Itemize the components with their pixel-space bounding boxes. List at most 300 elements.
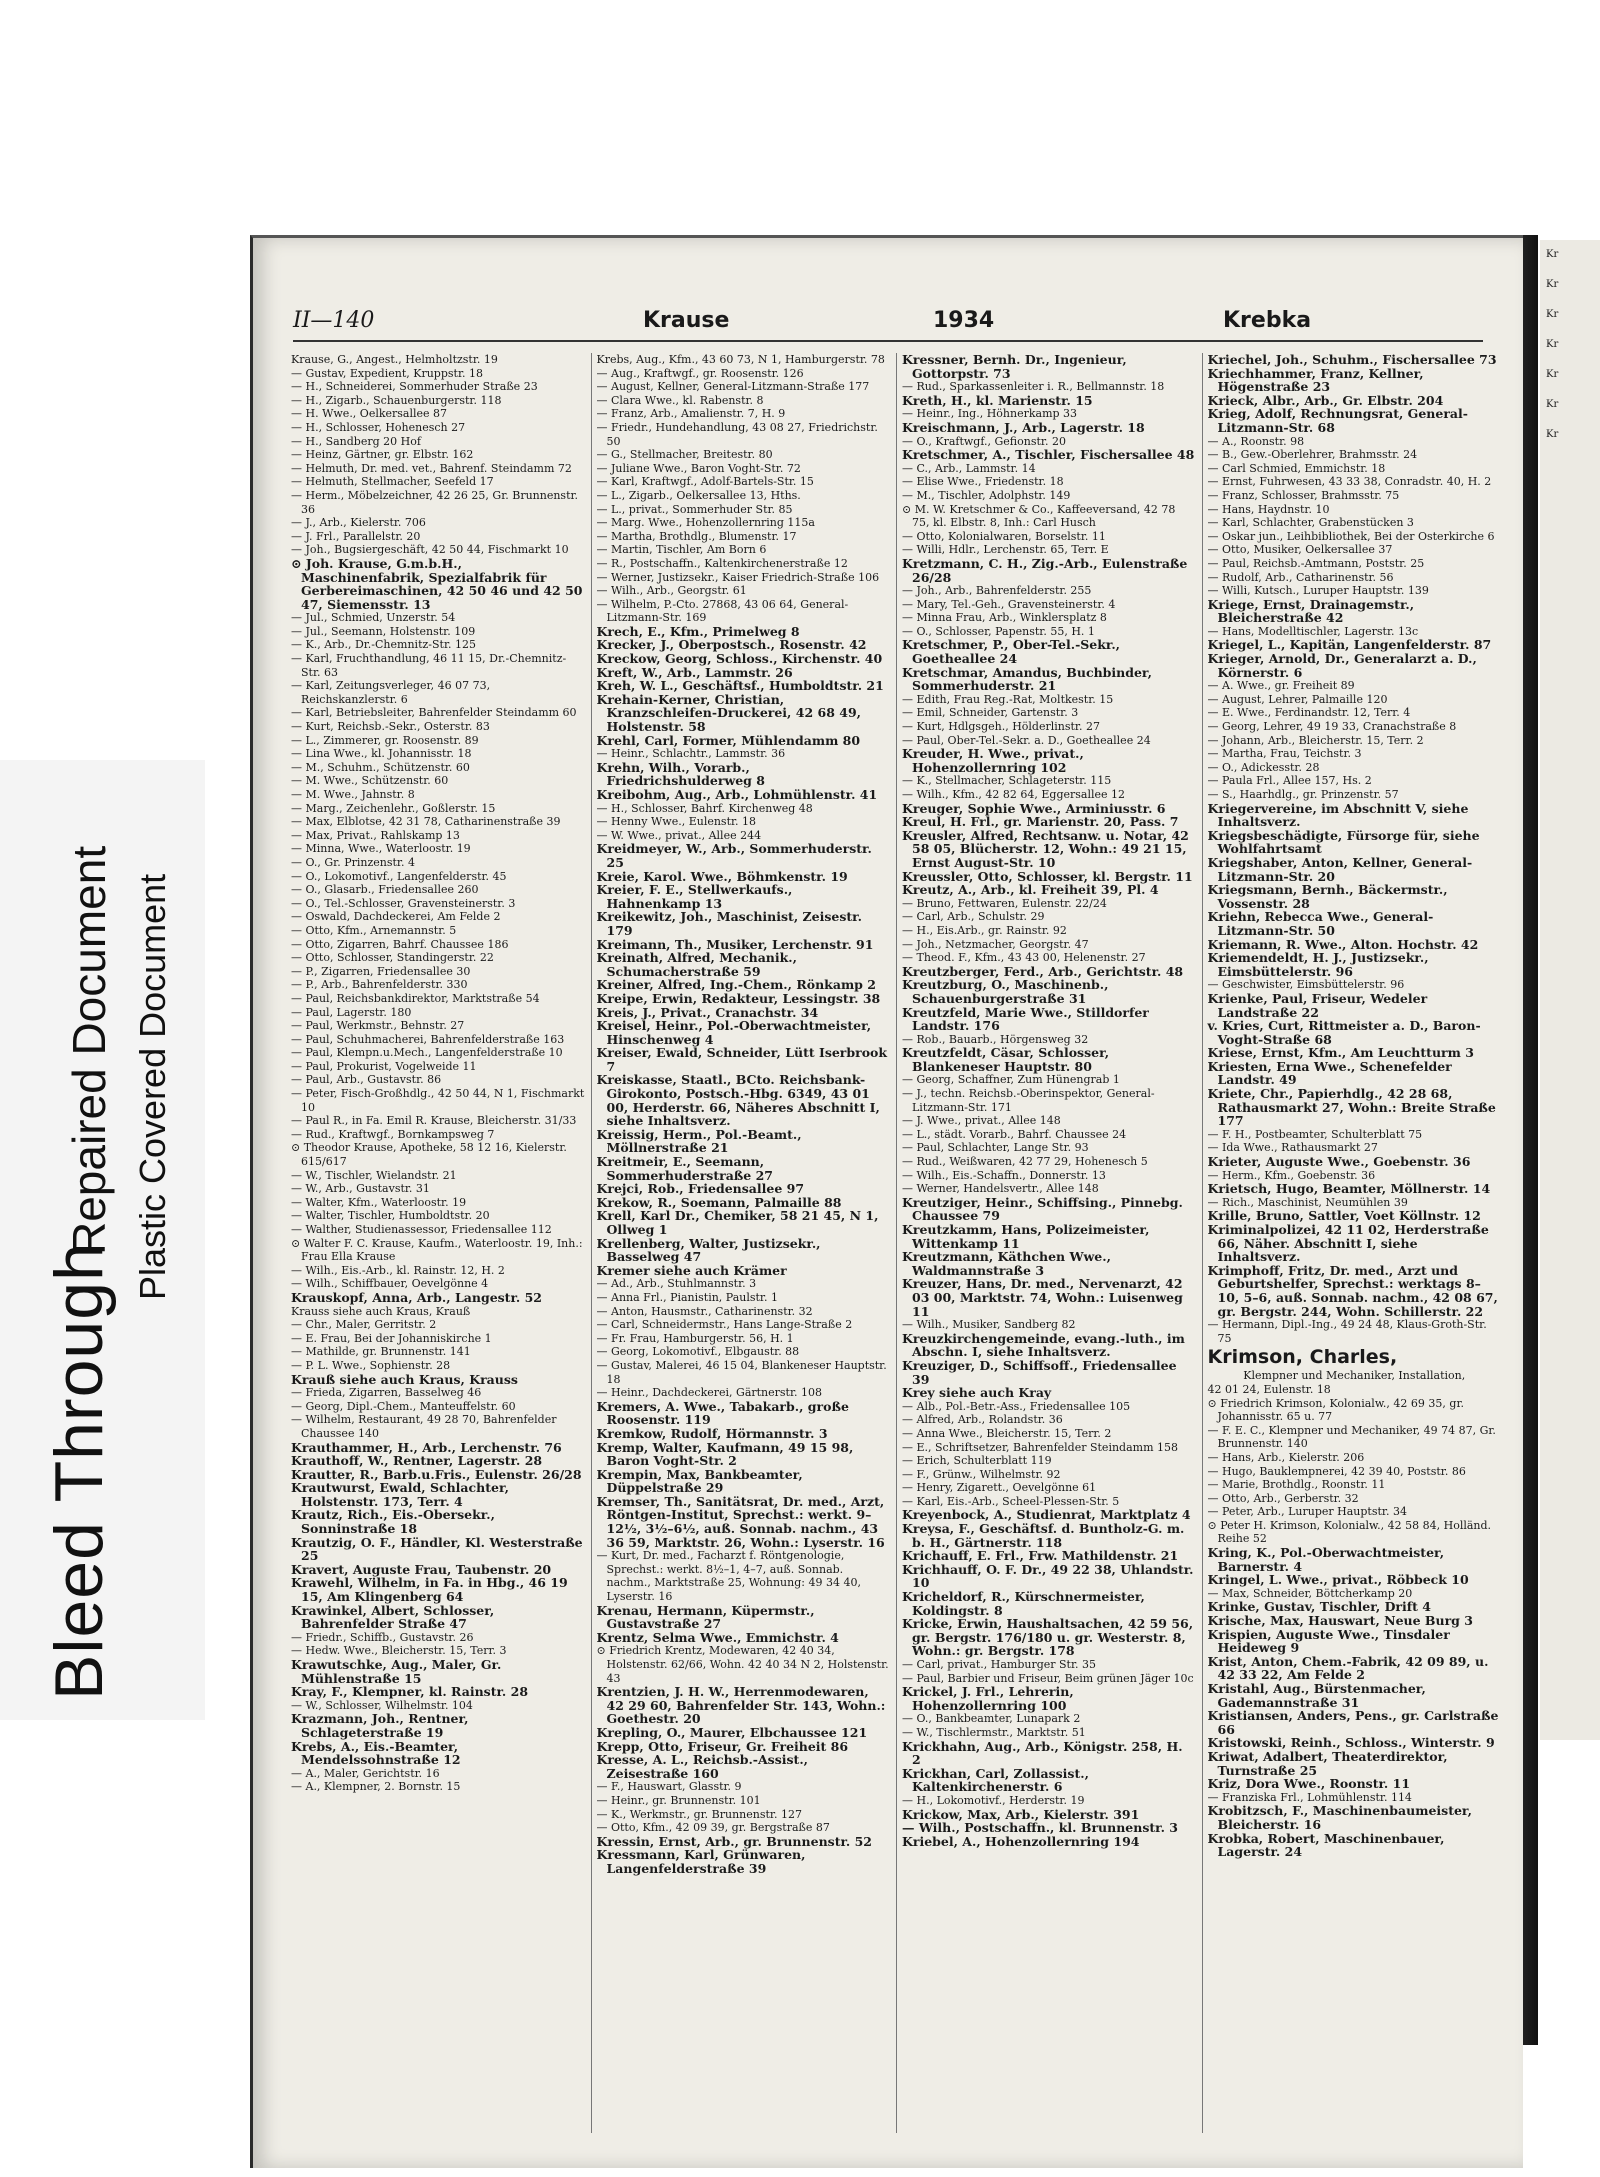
directory-entry: Kristahl, Aug., Bürstenmacher, Gademannstraße 31	[1207, 1681, 1426, 1710]
directory-entry: Kricheldorf, R., Kürschnermeister, Koldingstr. 8	[902, 1589, 1145, 1618]
directory-entry: Krist, Anton, Chem.-Fabrik, 42 09 89, u. 42 33 22, Am Felde 2	[1207, 1653, 1489, 1683]
directory-entry: Krawutschke, Aug., Maler, Gr. Mühlenstraße 15	[291, 1657, 502, 1686]
directory-entry: — Clara Wwe., kl. Rabenstr. 8	[596, 393, 764, 407]
directory-entry: — Carl, Arb., Schulstr. 29	[902, 910, 1045, 924]
directory-entry: — M., Schuhm., Schützenstr. 60	[291, 760, 470, 774]
directory-entry: — Rob., Bauarb., Hörgensweg 32	[902, 1032, 1089, 1046]
directory-entry: — H., Zigarb., Schauenburgerstr. 118	[291, 393, 502, 407]
directory-entry: Krickhahn, Aug., Arb., Königstr. 258, H. 2	[902, 1738, 1183, 1768]
directory-entry: Krienke, Paul, Friseur, Wedeler Landstraße 22	[1207, 990, 1428, 1020]
directory-entry: — Martha, Frau, Teichstr. 3	[1207, 747, 1362, 761]
directory-entry: — Paul, Barbier und Friseur, Beim grünen Jäger 10c	[902, 1671, 1194, 1685]
directory-entry: Kretschmer, A., Tischler, Fischersallee 48	[902, 447, 1195, 463]
directory-entry: — O., Lokomotivf., Langenfelderstr. 45	[291, 869, 507, 883]
directory-entry: — Joh., Bugsiergeschäft, 42 50 44, Fischmarkt 10	[291, 543, 569, 557]
next-page-text: Kr	[1546, 309, 1559, 320]
directory-entry: Kremp, Walter, Kaufmann, 49 15 98, Baron Voght-Str. 2	[596, 1439, 854, 1469]
directory-entry: — Paul, Schlachter, Lange Str. 93	[902, 1141, 1089, 1155]
directory-entry: Krentz, Selma Wwe., Emmichstr. 4	[596, 1629, 839, 1645]
directory-entry: Kriege, Ernst, Drainagemstr., Bleicherstraße 42	[1207, 596, 1415, 626]
directory-entry: Kreul, H. Frl., gr. Marienstr. 20, Pass. 7	[902, 814, 1179, 830]
directory-entry: Kreussler, Otto, Schlosser, kl. Bergstr. 11	[902, 868, 1193, 884]
directory-entry: — Paul, Schuhmacherei, Bahrenfelderstraße 163	[291, 1032, 565, 1046]
directory-entry: Kriegervereine, im Abschnitt V, siehe Inhaltsverz.	[1207, 800, 1469, 830]
directory-entry: Krehl, Carl, Former, Mühlendamm 80	[596, 732, 861, 748]
directory-entry: Kreissig, Herm., Pol.-Beamt., Möllnerstraße 21	[596, 1126, 802, 1156]
directory-entry: — L., städt. Vorarb., Bahrf. Chaussee 24	[902, 1127, 1127, 1141]
directory-entry: — Max, Privat., Rahlskamp 13	[291, 828, 460, 842]
directory-entry: Kriesten, Erna Wwe., Schenefelder Landstr. 49	[1207, 1058, 1452, 1088]
directory-entry: — Heinr., Schlachtr., Lammstr. 36	[596, 747, 786, 761]
directory-entry: — Rud., Kraftwgf., Bornkampsweg 7	[291, 1127, 495, 1141]
directory-entry: Krehain-Kerner, Christian, Kranzschleifen-Druckerei, 42 68 49, Holstenstr. 58	[596, 691, 861, 735]
directory-entry: Kriechel, Joh., Schuhm., Fischersallee 73	[1207, 353, 1497, 367]
directory-entry: — Helmuth, Stellmacher, Seefeld 17	[291, 475, 494, 489]
directory-entry: Krause, G., Angest., Helmholtzstr. 19	[291, 353, 498, 366]
directory-entry: — Georg, Schaffner, Zum Hünengrab 1	[902, 1073, 1120, 1087]
directory-entry: — K., Stellmacher, Schlageterstr. 115	[902, 774, 1112, 788]
directory-entry: — M. Wwe., Jahnstr. 8	[291, 788, 415, 801]
repaired-document-label: Repaired Document	[63, 845, 115, 1255]
directory-entry: — G., Stellmacher, Breitestr. 80	[596, 448, 773, 462]
directory-entry: — P. L. Wwe., Sophienstr. 28	[291, 1358, 451, 1372]
directory-entry: — A., Roonstr. 98	[1207, 434, 1305, 448]
directory-entry: — Jul., Schmied, Unzerstr. 54	[291, 611, 456, 625]
directory-entry: Krazmann, Joh., Rentner, Schlageterstraße 19	[291, 1711, 469, 1740]
directory-entry: — Wilh., Postschaffn., kl. Brunnenstr. 3	[902, 1820, 1178, 1836]
directory-entry: Kretzmann, C. H., Zig.-Arb., Eulenstraße 26/28	[902, 555, 1188, 585]
directory-entry: Krell, Karl Dr., Chemiker, 58 21 45, N 1, Ollweg 1	[596, 1208, 879, 1237]
directory-entry: Kreis, J., Privat., Cranachstr. 34	[596, 1004, 819, 1020]
directory-entry: Kressin, Ernst, Arb., gr. Brunnenstr. 52	[596, 1833, 873, 1849]
directory-entry: — Theod. F., Kfm., 43 43 00, Helenenstr. 27	[902, 951, 1146, 965]
directory-entry: — Frieda, Zigarren, Basselweg 46	[291, 1386, 482, 1400]
directory-entry: — Herm., Möbelzeichner, 42 26 25, Gr. Brunnenstr. 36	[291, 488, 579, 516]
directory-entry: Kreusler, Alfred, Rechtsanw. u. Notar, 42 58 05, Blücherstr. 12, Wohn.: 49 21 15, Ernst August-Str. 10	[902, 827, 1189, 870]
directory-entry: Krichhauff, O. F. Dr., 49 22 38, Uhlandstr. 10	[902, 1561, 1194, 1591]
directory-entry: Krische, Max, Hauswart, Neue Burg 3	[1207, 1613, 1473, 1629]
directory-entry: — Paul, Werkmstr., Behnstr. 27	[291, 1019, 465, 1033]
directory-entry: — Elise Wwe., Friedenstr. 18	[902, 475, 1064, 489]
directory-entry: Krinke, Gustav, Tischler, Drift 4	[1207, 1599, 1431, 1615]
directory-entry: Krauß siehe auch Kraus, Krauss	[291, 1371, 518, 1387]
directory-entry: — F. H., Postbeamter, Schulterblatt 75	[1207, 1127, 1423, 1141]
directory-entry: — Wilhelm, Restaurant, 49 28 70, Bahrenfelder Chaussee 140	[291, 1413, 557, 1440]
directory-entry: — Erich, Schulterblatt 119	[902, 1454, 1052, 1468]
directory-entry: — Carl, Schneidermstr., Hans Lange-Straße 2	[596, 1318, 853, 1332]
directory-entry: — J. Frl., Parallelstr. 20	[291, 529, 421, 543]
directory-entry: — O., Glasarb., Friedensallee 260	[291, 883, 479, 897]
directory-entry: Kremkow, Rudolf, Hörmannstr. 3	[596, 1425, 828, 1441]
directory-entry: Krebs, A., Eis.-Beamter, Mendelssohnstraße 12	[291, 1738, 461, 1768]
directory-entry: — Heinz, Gärtner, gr. Elbstr. 162	[291, 448, 474, 462]
directory-entry: — P., Arb., Bahrenfelderstr. 330	[291, 978, 468, 992]
directory-entry: — Georg, Lehrer, 49 19 33, Cranachstraße 8	[1207, 720, 1457, 734]
directory-entry: ⊙ Friedrich Krentz, Modewaren, 42 40 34, Holstenstr. 62/66, Wohn. 42 40 34 N 2, Holstenstr. 43	[596, 1644, 889, 1685]
directory-entry: — Alfred, Arb., Rolandstr. 36	[902, 1413, 1063, 1427]
directory-entry: — Franziska Frl., Lohmühlenstr. 114	[1207, 1790, 1412, 1804]
directory-entry: Kreisel, Heinr., Pol.-Oberwachtmeister, Hinschenweg 4	[596, 1018, 872, 1047]
directory-entry: — E., Schriftsetzer, Bahrenfelder Steindamm 158	[902, 1440, 1178, 1454]
directory-entry: Kravert, Auguste Frau, Taubenstr. 20	[291, 1561, 552, 1577]
directory-entry: — H., Schneiderei, Sommerhuder Straße 23	[291, 380, 538, 394]
directory-entry: Kreutzfeldt, Cäsar, Schlosser, Blankeneser Hauptstr. 80	[902, 1045, 1110, 1074]
directory-entry: — Friedr., Schiffb., Gustavstr. 26	[291, 1630, 474, 1644]
directory-entry: — Alb., Pol.-Betr.-Ass., Friedensallee 105	[902, 1399, 1131, 1413]
directory-entry: Kray, F., Klempner, kl. Rainstr. 28	[291, 1684, 529, 1700]
directory-entry: Kreidmeyer, W., Arb., Sommerhuderstr. 25	[596, 841, 872, 870]
directory-entry: Kreutziger, Heinr., Schiffsing., Pinnebg. Chaussee 79	[902, 1194, 1183, 1224]
directory-entry: — W., Tischlermstr., Marktstr. 51	[902, 1725, 1086, 1739]
directory-entry: Krauss siehe auch Kraus, Krauß	[291, 1304, 471, 1318]
directory-entry: — Karl, Betriebsleiter, Bahrenfelder Steindamm 60	[291, 706, 577, 720]
next-page-text: Kr	[1546, 429, 1559, 440]
directory-entry: Kriegel, L., Kapitän, Langenfelderstr. 87	[1207, 637, 1492, 653]
right-running-head: Krebka	[1223, 308, 1312, 333]
directory-entry: Krimphoff, Fritz, Dr. med., Arzt und Geburtshelfer, Sprechst.: werktags 8–10, 5–6, auß. Sonnab. nachm., 42 08 67, gr. Bergstr. 244, Wohn. Schillerstr. 22	[1207, 1262, 1498, 1319]
directory-entry: — Werner, Handelsvertr., Allee 148	[902, 1182, 1099, 1196]
directory-entry: Kriegshaber, Anton, Kellner, General-Litzmann-Str. 20	[1207, 854, 1473, 884]
directory-entry: v. Kries, Curt, Rittmeister a. D., Baron-Voght-Straße 68	[1207, 1018, 1481, 1047]
directory-entry: — Paul, Prokurist, Vogelweide 11	[291, 1059, 477, 1073]
directory-page	[250, 235, 1523, 2168]
directory-entry: — Oswald, Dachdeckerei, Am Felde 2	[291, 910, 501, 924]
directory-entry: Krepling, O., Maurer, Elbchaussee 121	[596, 1724, 868, 1740]
directory-entry: — Friedr., Hundehandlung, 43 08 27, Friedrichstr. 50	[596, 420, 878, 448]
directory-entry: — H. Wwe., Oelkersallee 87	[291, 407, 448, 421]
directory-entry: — A., Klempner, 2. Bornstr. 15	[291, 1780, 461, 1794]
directory-entry: — Minna Frau, Arb., Winklersplatz 8	[902, 611, 1107, 625]
directory-entry: Kretschmar, Amandus, Buchbinder, Sommerhuderstr. 21	[902, 664, 1152, 694]
directory-entry: Kreuzkirchengemeinde, evang.-luth., im Abschn. I, siehe Inhaltsverz.	[902, 1330, 1185, 1360]
directory-entry: — A. Wwe., gr. Freiheit 89	[1207, 679, 1355, 693]
directory-entry: Krekow, R., Soemann, Palmaille 88	[596, 1194, 842, 1210]
directory-entry: Kriehn, Rebecca Wwe., General-Litzmann-Str. 50	[1207, 909, 1434, 938]
directory-entry: — M., Tischler, Adolphstr. 149	[902, 488, 1071, 502]
directory-entry: — Mathilde, gr. Brunnenstr. 141	[291, 1345, 471, 1359]
directory-entry: Krellenberg, Walter, Justizsekr., Basselweg 47	[596, 1235, 821, 1265]
directory-entry: — Hermann, Dipl.-Ing., 49 24 48, Klaus-Groth-Str. 75	[1207, 1318, 1487, 1345]
directory-entry: Krautwurst, Ewald, Schlachter, Holstenstr. 173, Terr. 4	[291, 1480, 509, 1509]
directory-entry: Kriemendeldt, H. J., Justizsekr., Eimsbüttelerstr. 96	[1207, 950, 1429, 979]
directory-entry: Kreuziger, D., Schiffsoff., Friedensallee 39	[902, 1357, 1177, 1387]
directory-entry: — Aug., Kraftwgf., gr. Roosenstr. 126	[596, 366, 804, 380]
directory-entry: — Paul, Arb., Gustavstr. 86	[291, 1073, 442, 1087]
directory-entry: — Georg, Dipl.-Chem., Manteuffelstr. 60	[291, 1399, 516, 1413]
directory-entry: — Rich., Maschinist, Neumühlen 39	[1207, 1195, 1408, 1209]
directory-entry: — Willi, Hdlr., Lerchenstr. 65, Terr. E	[902, 543, 1109, 557]
directory-entry: — Hugo, Bauklempnerei, 42 39 40, Poststr. 86	[1207, 1464, 1466, 1478]
next-page-text: Kr	[1546, 249, 1559, 260]
directory-entry: — Emil, Schneider, Gartenstr. 3	[902, 706, 1079, 720]
directory-entry: — Otto, Arb., Gerberstr. 32	[1207, 1491, 1359, 1505]
directory-entry: — Johann, Arb., Bleicherstr. 15, Terr. 2	[1207, 733, 1424, 747]
directory-entry: Kricke, Erwin, Haushaltsachen, 42 59 56, gr. Bergstr. 176/180 u. gr. Westerstr. 8, Wohn.: gr. Bergstr. 178	[902, 1616, 1194, 1659]
directory-entry: — W., Arb., Gustavstr. 31	[291, 1182, 430, 1196]
directory-entry: — O., Kraftwgf., Gefionstr. 20	[902, 434, 1066, 448]
directory-entry: — Martha, Brothdlg., Blumenstr. 17	[596, 529, 797, 543]
directory-entry: — Chr., Maler, Gerritstr. 2	[291, 1318, 437, 1332]
directory-entry: — Hedw. Wwe., Bleicherstr. 15, Terr. 3	[291, 1644, 507, 1658]
column-2	[591, 353, 891, 2133]
directory-entry: Kriemann, R. Wwe., Alton. Hochstr. 42	[1207, 936, 1479, 952]
directory-entry: — Otto, Schlosser, Standingerstr. 22	[291, 951, 494, 965]
year-heading: 1934	[933, 308, 995, 333]
directory-entry: — Max, Schneider, Böttcherkamp 20	[1207, 1586, 1413, 1600]
directory-entry: — Paul, Reichsbankdirektor, Marktstraße 54	[291, 991, 540, 1005]
directory-entry: Kriwat, Adalbert, Theaterdirektor, Turnstraße 25	[1207, 1748, 1448, 1778]
directory-entry: Kriminalpolizei, 42 11 02, Herderstraße 66, Näher. Abschnitt I, siehe Inhaltsverz.	[1207, 1222, 1489, 1265]
directory-entry: — Wilh., Arb., Georgstr. 61	[596, 584, 747, 598]
directory-entry: — F., Grünw., Wilhelmstr. 92	[902, 1467, 1061, 1481]
directory-entry: — Karl, Kraftwgf., Adolf-Bartels-Str. 15	[596, 475, 814, 489]
directory-entry: ⊙ Peter H. Krimson, Kolonialw., 42 58 84, Holländ. Reihe 52	[1207, 1518, 1492, 1546]
column-3	[896, 353, 1196, 2133]
directory-entry: Krickow, Max, Arb., Kielerstr. 391	[902, 1806, 1140, 1822]
bleed-through-label: Bleed Through	[41, 1242, 117, 1700]
directory-entry: — O., Tel.-Schlosser, Gravensteinerstr. 3	[291, 896, 516, 910]
directory-entry: — Karl, Eis.-Arb., Scheel-Plessen-Str. 5	[902, 1494, 1120, 1508]
directory-entry: Kreuzer, Hans, Dr. med., Nervenarzt, 42 03 00, Marktstr. 74, Wohn.: Luisenweg 11	[902, 1276, 1183, 1319]
directory-entry: — K., Arb., Dr.-Chemnitz-Str. 125	[291, 638, 476, 652]
directory-entry: ⊙ Walter F. C. Krause, Kaufm., Waterloostr. 19, Inh.: Frau Ella Krause	[291, 1236, 583, 1264]
directory-entry: — Ad., Arb., Stuhlmannstr. 3	[596, 1277, 757, 1291]
directory-entry: Kreckow, Georg, Schloss., Kirchenstr. 40	[596, 651, 883, 667]
directory-entry: Kriese, Ernst, Kfm., Am Leuchtturm 3	[1207, 1045, 1474, 1061]
directory-entry: Kreuder, H. Wwe., privat., Hohenzollernring 102	[902, 746, 1084, 775]
directory-entry: Kreipe, Erwin, Redakteur, Lessingstr. 38	[596, 990, 881, 1006]
column-4	[1202, 353, 1502, 2133]
directory-entry: — August, Kellner, General-Litzmann-Straße 177	[596, 380, 870, 394]
page-number: II—140	[293, 308, 375, 333]
directory-entry: — Otto, Kolonialwaren, Borselstr. 11	[902, 529, 1106, 543]
directory-entry: — R., Postschaffn., Kaltenkirchenerstraße 12	[596, 556, 848, 570]
directory-entry: — F. E. C., Klempner und Mechaniker, 49 74 87, Gr. Brunnenstr. 140	[1207, 1423, 1496, 1451]
directory-entry: — Martin, Tischler, Am Born 6	[596, 543, 767, 557]
directory-entry: — J., Arb., Kielerstr. 706	[291, 516, 426, 530]
directory-entry: Kressmann, Karl, Grünwaren, Langenfelderstraße 39	[596, 1847, 806, 1876]
directory-entry: — Karl, Schlachter, Grabenstücken 3	[1207, 516, 1414, 530]
directory-entry: — Geschwister, Eimsbüttelerstr. 96	[1207, 978, 1405, 992]
directory-entry: — Oskar jun., Leihbibliothek, Bei der Osterkirche 6	[1207, 529, 1495, 543]
directory-entry: — Paul R., in Fa. Emil R. Krause, Bleicherstr. 31/33	[291, 1114, 577, 1128]
directory-entry: — L., Zimmerer, gr. Roosenstr. 89	[291, 733, 479, 747]
directory-entry: — Rud., Weißwaren, 42 77 29, Hohenesch 5	[902, 1155, 1148, 1169]
directory-entry: — Wilh., Musiker, Sandberg 82	[902, 1318, 1076, 1332]
directory-entry: Krimson, Charles,	[1207, 1346, 1398, 1369]
left-running-head: Krause	[643, 308, 730, 333]
directory-entry: Krichauff, E. Frl., Frw. Mathildenstr. 21	[902, 1548, 1179, 1564]
directory-entry: Kresse, A. L., Reichsb.-Assist., Zeisestraße 160	[596, 1752, 809, 1781]
directory-entry: Kring, K., Pol.-Oberwachtmeister, Barnerstr. 4	[1207, 1545, 1445, 1574]
directory-entry: Kriegsmann, Bernh., Bäckermstr., Vossenstr. 28	[1207, 882, 1448, 911]
directory-entry: — Mary, Tel.-Geh., Gravensteinerstr. 4	[902, 597, 1116, 611]
directory-entry: — Otto, Musiker, Oelkersallee 37	[1207, 543, 1393, 557]
directory-entry: — Werner, Justizsekr., Kaiser Friedrich-Straße 106	[596, 570, 880, 584]
directory-entry: Kreiskasse, Staatl., BCto. Reichsbank-Girokonto, Postsch.-Hbg. 6349, 43 01 00, Herderstr. 66, Näheres Abschnitt I, siehe Inhaltsverz.	[596, 1072, 880, 1129]
directory-entry: Kretschmer, P., Ober-Tel.-Sekr., Goetheallee 24	[902, 637, 1121, 667]
directory-entry: — Gustav, Expedient, Kruppstr. 18	[291, 366, 483, 380]
next-page-text: Kr	[1546, 279, 1559, 290]
directory-entry: — Wilh., Schiffbauer, Oevelgönne 4	[291, 1277, 489, 1291]
directory-entry: ⊙ Joh. Krause, G.m.b.H., Maschinenfabrik, Spezialfabrik für Gerbereimaschinen, 42 50 46 und 42 50 47, Siemensstr. 13	[291, 555, 583, 612]
directory-entry: — Fr. Frau, Hamburgerstr. 56, H. 1	[596, 1331, 794, 1345]
directory-entry: Kreutzburg, O., Maschinenb., Schauenburgerstraße 31	[902, 977, 1109, 1006]
directory-entry: — J. Wwe., privat., Allee 148	[902, 1114, 1061, 1128]
directory-entry: Kreiser, Ewald, Schneider, Lütt Iserbrook 7	[596, 1045, 888, 1074]
directory-entry: ⊙ M. W. Kretschmer & Co., Kaffeeversand, 42 78 75, kl. Elbstr. 8, Inh.: Carl Husch	[902, 502, 1176, 530]
directory-entry: Kreutzkamm, Hans, Polizeimeister, Wittenkamp 11	[902, 1222, 1150, 1251]
directory-entry: — Wilh., Eis.-Schaffn., Donnerstr. 13	[902, 1168, 1106, 1182]
directory-entry: — Lina Wwe., kl. Johannisstr. 18	[291, 747, 472, 761]
directory-entry: — August, Lehrer, Palmaille 120	[1207, 692, 1388, 706]
directory-entry: — Marg., Zeichenlehr., Goßlerstr. 15	[291, 801, 496, 815]
directory-entry: — B., Gew.-Oberlehrer, Brahmsstr. 24	[1207, 448, 1418, 462]
next-page-text: Kr	[1546, 369, 1559, 380]
directory-entry: Krieger, Arnold, Dr., Generalarzt a. D., Körnerstr. 6	[1207, 651, 1477, 680]
directory-entry: Krauskopf, Anna, Arb., Langestr. 52	[291, 1289, 542, 1305]
directory-entry: Krentzien, J. H. W., Herrenmodewaren, 42 29 60, Bahrenfelder Str. 143, Wohn.: Goethestr. 20	[596, 1684, 886, 1727]
directory-entry: — Juliane Wwe., Baron Voght-Str. 72	[596, 461, 801, 475]
directory-entry: — L., Zigarb., Oelkersallee 13, Hths.	[596, 488, 801, 502]
directory-entry: — O., Gr. Prinzenstr. 4	[291, 855, 415, 869]
directory-entry: — F., Hauswart, Glasstr. 9	[596, 1780, 742, 1794]
directory-entry: Kreutz, A., Arb., kl. Freiheit 39, Pl. 4	[902, 882, 1159, 898]
directory-entry: — L., privat., Sommerhuder Str. 85	[596, 502, 793, 516]
directory-entry: — P., Zigarren, Friedensallee 30	[291, 964, 471, 978]
directory-entry: Krille, Bruno, Sattler, Voet Köllnstr. 12	[1207, 1208, 1481, 1224]
directory-entry: — M. Wwe., Schützenstr. 60	[291, 774, 449, 788]
directory-entry: Krawinkel, Albert, Schlosser, Bahrenfelder Straße 47	[291, 1602, 495, 1632]
directory-entry: — Wilhelm, P.-Cto. 27868, 43 06 64, General-Litzmann-Str. 169	[596, 597, 849, 625]
entry-columns	[291, 353, 1501, 2133]
directory-entry: Krawehl, Wilhelm, in Fa. in Hbg., 46 19 15, Am Klingenberg 64	[291, 1575, 568, 1605]
directory-entry: — Peter, Fisch-Großhdlg., 42 50 44, N 1, Fischmarkt 10	[291, 1087, 585, 1114]
directory-entry: — W. Wwe., privat., Allee 244	[596, 828, 762, 842]
directory-entry: ⊙ Theodor Krause, Apotheke, 58 12 16, Kielerstr. 615/617	[291, 1141, 567, 1169]
directory-entry: — S., Haarhdlg., gr. Prinzenstr. 57	[1207, 788, 1399, 801]
directory-entry: 42 01 24, Eulenstr. 18	[1207, 1382, 1331, 1396]
directory-entry: Kreikewitz, Joh., Maschinist, Zeisestr. 179	[596, 909, 862, 938]
directory-entry: — Hans, Haydnstr. 10	[1207, 502, 1330, 516]
directory-entry: Krautter, R., Barb.u.Fris., Eulenstr. 26/28	[291, 1466, 582, 1482]
directory-entry: Kreft, W., Arb., Lammstr. 26	[596, 664, 793, 680]
directory-entry: Kriete, Chr., Papierhdlg., 42 28 68, Rathausmarkt 27, Wohn.: Breite Straße 177	[1207, 1086, 1496, 1129]
directory-entry: Krauthoff, W., Rentner, Lagerstr. 28	[291, 1453, 543, 1469]
directory-entry: — Heinr., gr. Brunnenstr. 101	[596, 1793, 761, 1807]
directory-entry: Krenau, Hermann, Küpermstr., Gustavstraße 27	[596, 1602, 815, 1632]
directory-entry: Kreibohm, Aug., Arb., Lohmühlenstr. 41	[596, 787, 878, 802]
next-page-text: Kr	[1546, 399, 1559, 410]
directory-entry: — Otto, Kfm., Arnemannstr. 5	[291, 923, 457, 937]
directory-entry: — Kurt, Reichsb.-Sekr., Osterstr. 83	[291, 720, 490, 734]
directory-entry: Kreuger, Sophie Wwe., Arminiusstr. 6	[902, 800, 1166, 816]
directory-entry: Krietsch, Hugo, Beamter, Möllnerstr. 14	[1207, 1181, 1491, 1197]
directory-entry: Kreutzfeld, Marie Wwe., Stilldorfer Landstr. 176	[902, 1004, 1149, 1034]
directory-entry: — Willi, Kutsch., Luruper Hauptstr. 139	[1207, 584, 1429, 598]
directory-entry: — Jul., Seemann, Holstenstr. 109	[291, 624, 476, 638]
directory-entry: Kremer siehe auch Krämer	[596, 1262, 787, 1278]
directory-entry: Krautzig, O. F., Händler, Kl. Westerstraße 25	[291, 1534, 583, 1564]
directory-entry: — Karl, Zeitungsverleger, 46 07 73, Reichskanzlerstr. 6	[291, 679, 491, 706]
directory-entry: — Rudolf, Arb., Catharinenstr. 56	[1207, 570, 1394, 584]
directory-entry: — Paul, Ober-Tel.-Sekr. a. D., Goetheallee 24	[902, 733, 1151, 747]
directory-entry: — Heinr., Dachdeckerei, Gärtnerstr. 108	[596, 1386, 823, 1400]
directory-entry: — H., Eis.Arb., gr. Rainstr. 92	[902, 923, 1067, 937]
directory-entry: — W., Schlosser, Wilhelmstr. 104	[291, 1698, 473, 1712]
directory-entry: — Ernst, Fuhrwesen, 43 33 38, Conradstr. 40, H. 2	[1207, 475, 1492, 489]
directory-entry: Krehn, Wilh., Vorarb., Friedrichshulderweg 8	[596, 759, 765, 789]
directory-entry: Krieter, Auguste Wwe., Goebenstr. 36	[1207, 1154, 1471, 1170]
directory-entry: — C., Arb., Lammstr. 14	[902, 461, 1036, 475]
directory-entry: — Anton, Hausmstr., Catharinenstr. 32	[596, 1304, 813, 1318]
directory-entry: — Hans, Arb., Kielerstr. 206	[1207, 1450, 1365, 1464]
directory-entry: Klempner und Mechaniker, Installation,	[1243, 1369, 1466, 1383]
directory-entry: — O., Bankbeamter, Lunapark 2	[902, 1712, 1081, 1726]
directory-entry: Krebs, Aug., Kfm., 43 60 73, N 1, Hamburgerstr. 78	[596, 353, 885, 366]
directory-entry: — H., Lokomotivf., Herderstr. 19	[902, 1793, 1085, 1807]
directory-entry: Krey siehe auch Kray	[902, 1385, 1052, 1401]
directory-entry: — Helmuth, Dr. med. vet., Bahrenf. Steindamm 72	[291, 461, 572, 475]
directory-entry: Kremser, Th., Sanitätsrat, Dr. med., Arzt, Röntgen-Institut, Sprechst.: werkt. 9–12½, 3½–6½, auß. Sonnab. nachm., 43 36 59, Marktstr. 26, Wohn.: Lyserstr. 16	[596, 1493, 885, 1550]
next-page-text: Kr	[1546, 339, 1559, 350]
directory-entry: Krobka, Robert, Maschinenbauer, Lagerstr. 24	[1207, 1830, 1445, 1860]
directory-entry: Kringel, L. Wwe., privat., Röbbeck 10	[1207, 1572, 1469, 1588]
directory-entry: — H., Sandberg 20 Hof	[291, 434, 421, 448]
directory-entry: — Hans, Modelltischler, Lagerstr. 13c	[1207, 624, 1419, 638]
column-1	[291, 353, 585, 2133]
directory-entry: — Paul, Lagerstr. 180	[291, 1005, 412, 1019]
directory-entry: — Anna Wwe., Bleicherstr. 15, Terr. 2	[902, 1426, 1112, 1440]
directory-entry: — Rud., Sparkassenleiter i. R., Bellmannstr. 18	[902, 380, 1165, 394]
directory-entry: — Walter, Kfm., Waterloostr. 19	[291, 1195, 467, 1209]
directory-entry: — Herm., Kfm., Goebenstr. 36	[1207, 1168, 1376, 1182]
directory-entry: — Walther, Studienassessor, Friedensallee 112	[291, 1223, 552, 1236]
directory-entry: Krobitzsch, F., Maschinenbaumeister, Bleicherstr. 16	[1207, 1803, 1472, 1832]
directory-entry: Kreischmann, J., Arb., Lagerstr. 18	[902, 419, 1145, 435]
directory-entry: — Bruno, Fettwaren, Eulenstr. 22/24	[902, 896, 1107, 910]
directory-entry: Kressner, Bernh. Dr., Ingenieur, Gottorpstr. 73	[902, 353, 1127, 381]
directory-entry: Kreiner, Alfred, Ing.-Chem., Rönkamp 2	[596, 977, 876, 993]
directory-entry: — Paul, Reichsb.-Amtmann, Poststr. 25	[1207, 556, 1425, 570]
directory-entry: — W., Tischler, Wielandstr. 21	[291, 1168, 457, 1182]
directory-entry: Krempin, Max, Bankbeamter, Düppelstraße 29	[596, 1466, 803, 1496]
directory-entry: — Anna Frl., Pianistin, Paulstr. 1	[596, 1290, 778, 1304]
directory-entry: Kreutzmann, Käthchen Wwe., Waldmannstraße 3	[902, 1249, 1111, 1278]
directory-entry: Kreysa, F., Geschäftsf. d. Buntholz-G. m. b. H., Gärtnerstr. 118	[902, 1521, 1185, 1550]
directory-entry: — J., techn. Reichsb.-Oberinspektor, General-Litzmann-Str. 171	[902, 1087, 1155, 1114]
directory-entry: Krieg, Adolf, Rechnungsrat, General-Litzmann-Str. 68	[1207, 406, 1468, 435]
directory-entry: Kreyenbock, A., Studienrat, Marktplatz 4	[902, 1507, 1191, 1523]
directory-entry: — K., Werkmstr., gr. Brunnenstr. 127	[596, 1807, 802, 1821]
directory-entry: — Marie, Brothdlg., Roonstr. 11	[1207, 1478, 1386, 1492]
directory-entry: Kreinath, Alfred, Mechanik., Schumacherstraße 59	[596, 950, 798, 979]
directory-entry: — Marg. Wwe., Hohenzollernring 115a	[596, 516, 815, 530]
directory-entry: — O., Schlosser, Papenstr. 55, H. 1	[902, 624, 1095, 638]
directory-entry: — Carl Schmied, Emmichstr. 18	[1207, 461, 1386, 475]
directory-entry: — Edith, Frau Reg.-Rat, Moltkestr. 15	[902, 692, 1114, 706]
directory-entry: — Henny Wwe., Eulenstr. 18	[596, 815, 757, 829]
directory-entry: — Paul, Klempn.u.Mech., Langenfelderstraße 10	[291, 1046, 563, 1060]
page-header	[293, 300, 1483, 342]
directory-entry: — Kurt, Dr. med., Facharzt f. Röntgenologie, Sprechst.: werkt. 8½–1, 4–7, auß. Sonnab. nachm., Marktstraße 25, Wohnung: 49 34 40, Lyserstr. 16	[596, 1549, 861, 1604]
directory-entry: — Kurt, Hdlgsgeh., Hölderlinstr. 27	[902, 720, 1100, 734]
directory-entry: — E. Frau, Bei der Johanniskirche 1	[291, 1331, 492, 1345]
directory-entry: Krejci, Rob., Friedensallee 97	[596, 1181, 805, 1197]
directory-entry: — Carl, privat., Hamburger Str. 35	[902, 1658, 1097, 1671]
directory-entry: — Otto, Zigarren, Bahrf. Chaussee 186	[291, 937, 509, 951]
directory-entry: — Georg, Lokomotivf., Elbgaustr. 88	[596, 1345, 800, 1359]
